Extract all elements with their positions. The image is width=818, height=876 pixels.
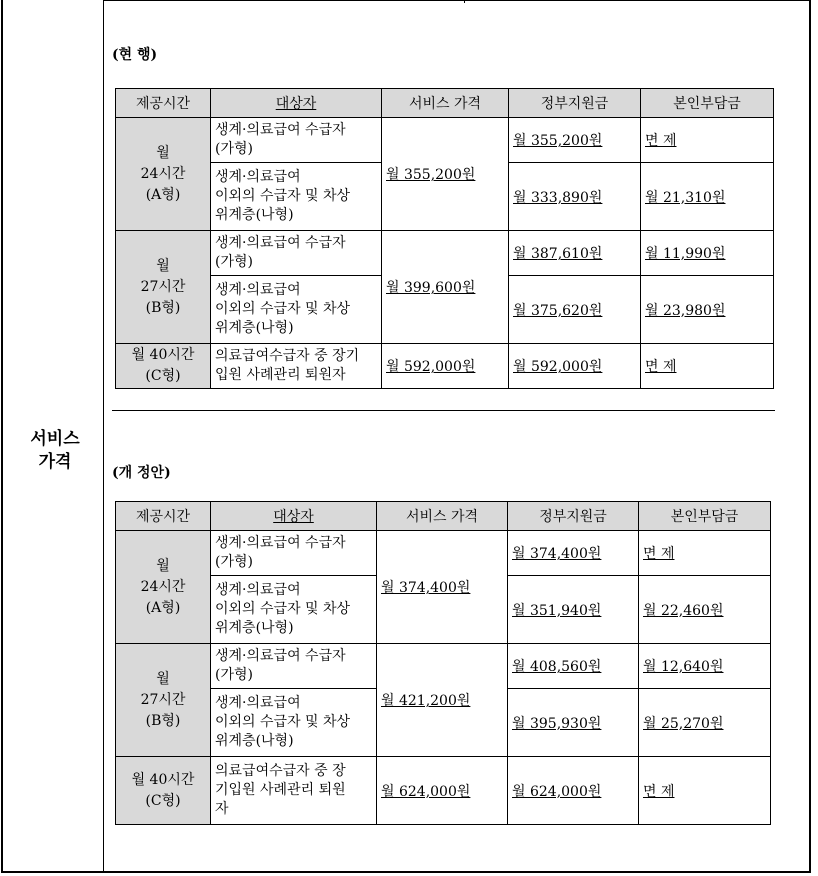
- target-cell: [211, 531, 377, 576]
- gov-value: 월 351,940원: [512, 602, 602, 619]
- target-cell: [211, 118, 382, 163]
- target-line: 이외의 수급자 및 차상: [215, 714, 351, 730]
- target-line: 위계층(나형): [215, 620, 294, 636]
- target-cell: [211, 576, 377, 644]
- self-value: 면 제: [645, 133, 677, 149]
- time-line: (C형): [145, 368, 181, 384]
- time-line: 24시간: [140, 578, 186, 595]
- price-value: 월 374,400원: [381, 580, 471, 596]
- price-table-revised: [115, 501, 771, 825]
- price-value: 월 624,000원: [381, 783, 471, 800]
- table-header-row: [116, 89, 774, 118]
- self-value: 월 21,310원: [645, 189, 726, 206]
- self-cell: [639, 576, 771, 644]
- target-line: 의료급여수급자 중 장: [215, 763, 346, 779]
- time-cell: [116, 531, 211, 644]
- target-line: 생계·의료급여 수급자: [215, 235, 346, 251]
- top-border: [104, 0, 811, 1]
- target-line: 기입원 사례관리 퇴원: [215, 782, 346, 798]
- gov-cell: [508, 644, 639, 689]
- header-price: 서비스 가격: [377, 502, 508, 531]
- target-line: (가형): [215, 254, 253, 270]
- self-value: 면 제: [645, 359, 677, 375]
- time-line: 27시간: [140, 278, 186, 295]
- self-cell: [639, 531, 771, 576]
- gov-value: 월 333,890원: [513, 189, 603, 206]
- target-cell: [211, 689, 377, 757]
- gov-value: 월 374,400원: [512, 546, 602, 562]
- self-value: 월 11,990원: [645, 246, 726, 262]
- price-value: 월 399,600원: [386, 280, 476, 296]
- target-cell: [211, 757, 377, 825]
- time-line: (A형): [145, 599, 181, 616]
- time-cell: [116, 231, 211, 344]
- self-value: 월 23,980원: [645, 302, 726, 319]
- table-row: [116, 344, 774, 389]
- table-header-row: [116, 502, 771, 531]
- gov-cell: [509, 118, 641, 163]
- target-line: 자: [215, 801, 229, 817]
- target-line: 생계·의료급여: [215, 582, 301, 598]
- self-cell: [639, 689, 771, 757]
- price-cell: [382, 118, 509, 231]
- table-row: [116, 531, 771, 576]
- target-cell: [211, 344, 382, 389]
- target-line: 생계·의료급여 수급자: [215, 648, 346, 664]
- target-line: 생계·의료급여: [215, 169, 301, 185]
- gov-cell: [509, 276, 641, 344]
- gov-cell: [508, 576, 639, 644]
- target-line: (가형): [215, 667, 253, 683]
- target-line: 생계·의료급여: [215, 282, 301, 298]
- self-value: 월 12,640원: [643, 659, 724, 675]
- gov-cell: [509, 231, 641, 276]
- price-cell: [377, 757, 508, 825]
- side-label-line: 서비스: [30, 429, 80, 449]
- self-cell: [639, 757, 771, 825]
- time-cell: [116, 118, 211, 231]
- section-title-revised: (개 정안): [112, 465, 171, 481]
- target-line: 생계·의료급여: [215, 695, 301, 711]
- time-line: 월: [156, 670, 170, 687]
- target-line: 위계층(나형): [215, 733, 294, 749]
- self-cell: [641, 118, 774, 163]
- target-line: 생계·의료급여 수급자: [215, 535, 346, 551]
- target-line: 위계층(나형): [215, 207, 294, 223]
- time-line: (B형): [145, 712, 181, 729]
- self-cell: [639, 644, 771, 689]
- gov-cell: [509, 344, 641, 389]
- target-line: 입원 사례관리 퇴원자: [215, 367, 346, 383]
- price-cell: [377, 644, 508, 757]
- header-price: 서비스 가격: [382, 89, 509, 118]
- gov-value: 월 408,560원: [512, 659, 602, 675]
- target-line: 생계·의료급여 수급자: [215, 122, 346, 138]
- top-tick: [464, 0, 465, 3]
- target-line: 이외의 수급자 및 차상: [215, 601, 351, 617]
- gov-cell: [508, 757, 639, 825]
- gov-value: 월 395,930원: [512, 715, 602, 732]
- self-value: 면 제: [643, 783, 675, 800]
- target-line: (가형): [215, 141, 253, 157]
- header-self: 본인부담금: [641, 89, 774, 118]
- gov-cell: [508, 689, 639, 757]
- price-value: 월 421,200원: [381, 693, 471, 709]
- gov-value: 월 355,200원: [513, 133, 603, 149]
- header-time: 제공시간: [116, 89, 211, 118]
- gov-value: 월 592,000원: [513, 359, 603, 375]
- target-cell: [211, 163, 382, 231]
- table-row: [116, 644, 771, 689]
- time-line: 월: [156, 144, 170, 161]
- self-value: 월 25,270원: [643, 715, 724, 732]
- gov-cell: [508, 531, 639, 576]
- time-line: 월: [156, 257, 170, 274]
- gov-value: 월 387,610원: [513, 246, 603, 262]
- time-cell: [116, 344, 211, 389]
- self-cell: [641, 344, 774, 389]
- self-cell: [641, 163, 774, 231]
- time-line: 월 40시간: [131, 347, 195, 363]
- target-line: 위계층(나형): [215, 320, 294, 336]
- table-row: [116, 118, 774, 163]
- time-line: 월: [156, 557, 170, 574]
- time-cell: [116, 644, 211, 757]
- time-line: (B형): [145, 299, 181, 316]
- header-target: 대상자: [211, 89, 382, 118]
- header-gov: 정부지원금: [509, 89, 641, 118]
- target-line: 이외의 수급자 및 차상: [215, 301, 351, 317]
- header-self: 본인부담금: [639, 502, 771, 531]
- side-label: [8, 428, 102, 474]
- self-value: 월 22,460원: [643, 602, 724, 619]
- header-time: 제공시간: [116, 502, 211, 531]
- target-cell: [211, 644, 377, 689]
- header-target: 대상자: [211, 502, 377, 531]
- price-cell: [382, 344, 509, 389]
- self-value: 면 제: [643, 546, 675, 562]
- header-gov: 정부지원금: [508, 502, 639, 531]
- side-label-line: 가격: [38, 452, 72, 472]
- price-cell: [382, 231, 509, 344]
- gov-value: 월 375,620원: [513, 302, 603, 319]
- target-cell: [211, 276, 382, 344]
- target-cell: [211, 231, 382, 276]
- table-row: [116, 231, 774, 276]
- price-cell: [377, 531, 508, 644]
- time-cell: [116, 757, 211, 825]
- target-line: 의료급여수급자 중 장기: [215, 348, 360, 364]
- gov-value: 월 624,000원: [512, 783, 602, 800]
- price-value: 월 355,200원: [386, 167, 476, 183]
- table-row: [116, 757, 771, 825]
- column-divider: [103, 0, 104, 873]
- time-line: 27시간: [140, 691, 186, 708]
- gov-cell: [509, 163, 641, 231]
- section-title-current: (현 행): [112, 47, 158, 63]
- self-cell: [641, 276, 774, 344]
- self-cell: [641, 231, 774, 276]
- time-line: (A형): [145, 186, 181, 203]
- time-line: 월 40시간: [131, 771, 195, 788]
- target-line: 이외의 수급자 및 차상: [215, 188, 351, 204]
- target-line: (가형): [215, 554, 253, 570]
- price-table-current: [115, 88, 774, 389]
- section-separator: [112, 410, 775, 411]
- time-line: 24시간: [140, 165, 186, 182]
- time-line: (C형): [145, 792, 181, 809]
- price-value: 월 592,000원: [386, 359, 476, 375]
